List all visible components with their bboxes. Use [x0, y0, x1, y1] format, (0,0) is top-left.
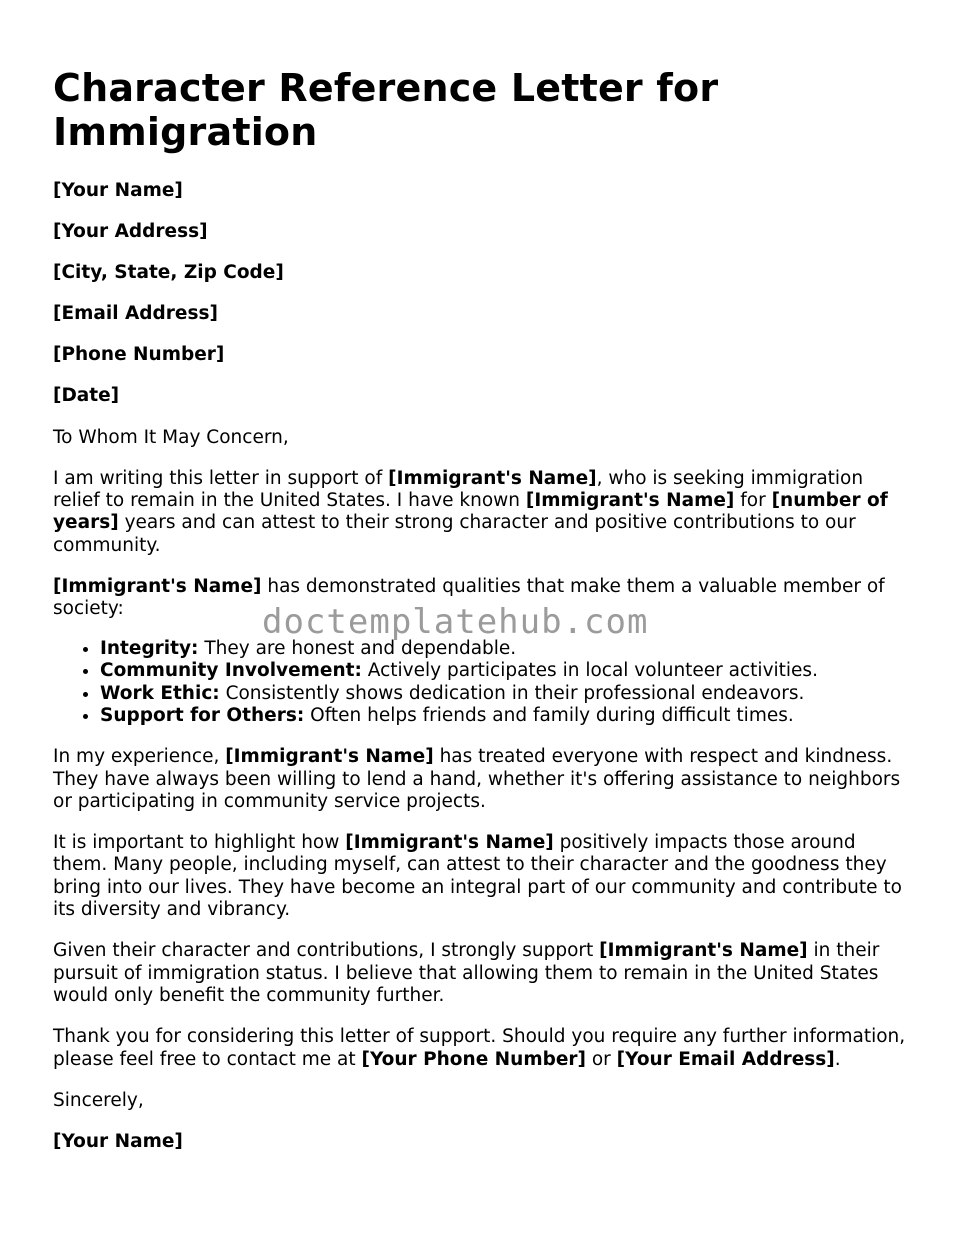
qualities-list [53, 638, 913, 728]
text: has treated everyone with respect and kindness. They have always been willing to lend a hand, whether it's offering assistance to neighbors or participating in community service projects. [53, 746, 901, 812]
impact-paragraph [53, 832, 913, 922]
sender-phone: [Phone Number] [53, 344, 225, 366]
text: Thank you for considering this letter of support. Should you require any further information, please feel free to contact me at [53, 1026, 906, 1070]
list-item [100, 705, 913, 727]
placeholder-immigrant-name: [Immigrant's Name] [388, 467, 597, 489]
placeholder-number-of-years: [number of years] [53, 490, 888, 534]
sender-email: [Email Address] [53, 303, 218, 325]
list-item [100, 660, 913, 682]
sender-address: [Your Address] [53, 221, 208, 243]
placeholder-phone-number: [Your Phone Number] [361, 1048, 586, 1070]
signature-name: [Your Name] [53, 1130, 183, 1152]
text: . [834, 1048, 841, 1070]
letter-date: [Date] [53, 385, 120, 407]
text: , who is seeking immigration relief to remain in the United States. I have known [53, 467, 864, 512]
sender-name: [Your Name] [53, 180, 183, 201]
text: years and can attest to their strong character and positive contributions to our community. [53, 512, 856, 556]
text: I am writing this letter in support of [53, 467, 389, 489]
experience-paragraph [53, 746, 913, 813]
placeholder-immigrant-name: [Immigrant's Name] [53, 575, 262, 597]
sender-city-state-zip: [City, State, Zip Code] [53, 262, 284, 284]
text: It is important to highlight how [53, 832, 346, 853]
placeholder-immigrant-name: [Immigrant's Name] [599, 940, 808, 962]
placeholder-immigrant-name: [Immigrant's Name] [345, 832, 554, 853]
text: Given their character and contributions, I strongly support [53, 940, 600, 962]
contact-paragraph [53, 1026, 913, 1071]
quality-label: Integrity: [100, 637, 199, 659]
quality-text: Actively participates in local volunteer activities. [361, 660, 818, 682]
text: In my experience, [53, 746, 226, 768]
text: positively impacts those around them. Many people, including myself, can attest to their character and the goodness they bring into our lives. They have become an integral part of our community and contribute to its diversity and vibrancy. [53, 832, 902, 921]
text: or [585, 1048, 617, 1070]
salutation: To Whom It May Concern, [53, 426, 289, 448]
quality-label: Community Involvement: [100, 660, 362, 682]
quality-label: Support for Others: [100, 705, 305, 726]
quality-label: Work Ethic: [100, 682, 220, 704]
closing: Sincerely, [53, 1089, 144, 1111]
placeholder-immigrant-name: [Immigrant's Name] [225, 746, 434, 768]
quality-text: They are honest and dependable. [198, 637, 517, 659]
support-paragraph [53, 940, 913, 1007]
intro-paragraph [53, 468, 913, 558]
text: has demonstrated qualities that make them a valuable member of society: [53, 575, 885, 620]
watermark: doctemplatehub.com [262, 602, 649, 642]
page-title: Character Reference Letter for Immigration [53, 66, 719, 154]
text: in their pursuit of immigration status. I believe that allowing them to remain in the United States would only benefit the community further. [53, 940, 880, 1007]
quality-text: Consistently shows dedication in their professional endeavors. [219, 682, 805, 704]
placeholder-immigrant-name: [Immigrant's Name] [525, 490, 735, 512]
text: for [734, 490, 772, 512]
placeholder-email-address: [Your Email Address] [616, 1048, 835, 1070]
quality-text: Often helps friends and family during difficult times. [304, 705, 794, 726]
list-item [100, 683, 913, 705]
